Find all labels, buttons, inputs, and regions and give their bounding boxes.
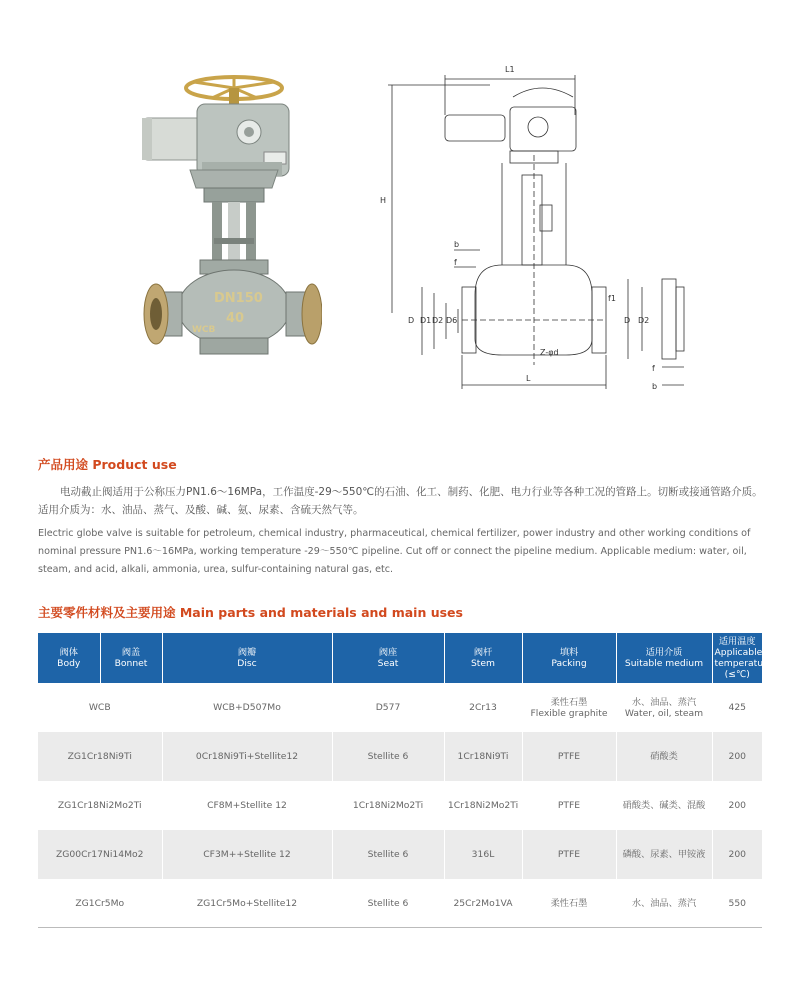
- cell-temp: 550: [728, 898, 747, 909]
- technical-drawing: [370, 55, 700, 405]
- cell-stem: 1Cr18Ni2Mo2Ti: [444, 781, 522, 830]
- product-use-cn: [38, 483, 768, 519]
- product-use-cn-line2: 适用介质为：水、油品、蒸气、及酸、碱、氨、尿素、含硫天然气等。: [38, 504, 364, 516]
- table-row: [38, 879, 762, 928]
- dim-label-f1: f1: [608, 294, 616, 303]
- dim-label-D1: D1: [420, 316, 432, 325]
- dim-label-D6: D6: [446, 316, 458, 325]
- header-disc: 阀瓣 Disc: [162, 633, 332, 683]
- header-bonnet: 阀盖 Bonnet: [100, 633, 162, 683]
- body-material-marking: WCB: [192, 325, 216, 335]
- dim-label-H: H: [380, 196, 387, 205]
- cell-body: ZG1Cr18Ni9Ti: [38, 732, 162, 781]
- header-temperature: 适用温度 Applicable temperature (≤℃): [712, 633, 762, 683]
- cell-packing: 柔性石墨 Flexible graphite: [522, 683, 616, 732]
- body-size-marking: DN150: [214, 291, 263, 306]
- cell-seat: Stellite 6: [332, 879, 444, 928]
- valve-body-icon: [144, 270, 322, 354]
- table-row: [38, 830, 762, 879]
- body-pressure-marking: 40: [226, 311, 245, 326]
- dim-label-L1: L1: [505, 65, 515, 74]
- dim-label-b: b: [454, 240, 460, 249]
- cell-seat: Stellite 6: [332, 732, 444, 781]
- product-use-cn-line1: 电动截止阀适用于公称压力PN1.6～16MPa，工作温度-29～550℃的石油、化工、制药、化肥、电力行业等各种工况的管路上。切断或接通管路介质。: [60, 486, 763, 498]
- cell-stem: 25Cr2Mo1VA: [444, 879, 522, 928]
- parts-table: [38, 633, 773, 928]
- cell-stem: 2Cr13: [444, 683, 522, 732]
- dim-label-D: D: [408, 316, 415, 325]
- yoke-icon: [200, 188, 268, 274]
- cell-disc: CF3M++Stellite 12: [162, 830, 332, 879]
- cell-stem: 1Cr18Ni9Ti: [444, 732, 522, 781]
- product-use-en: Electric globe valve is suitable for petroleum, chemical industry, pharmaceutical, chemical fertilizer, power industry and other working conditions of nominal pressure PN1.6～16MPa, working temperature -29～550℃ pipeline. Cut off or connect the pipeline medium. Applicable medium: water, oil, steam, and acid, alkali, ammonia, urea, sulfur-containing natural gas, etc.: [38, 528, 751, 575]
- cell-seat: 1Cr18Ni2Mo2Ti: [332, 781, 444, 830]
- header-packing: 填料 Packing: [522, 633, 616, 683]
- dim-label-Z: Z-φd: [540, 348, 559, 357]
- cell-body: ZG00Cr17Ni14Mo2: [38, 830, 162, 879]
- cell-body: ZG1Cr18Ni2Mo2Ti: [38, 781, 162, 830]
- product-use-title: 产品用途 Product use: [38, 457, 177, 472]
- header-body: 阀体 Body: [38, 633, 100, 683]
- dim-label-D-side: D: [624, 316, 631, 325]
- cell-packing: 柔性石墨: [522, 879, 616, 928]
- cell-packing: PTFE: [522, 732, 616, 781]
- valve-photo: [142, 70, 322, 400]
- cell-temp: 200: [712, 830, 762, 879]
- table-row: [38, 683, 762, 732]
- dim-label-b-side: b: [652, 382, 658, 391]
- dim-label-f-side: f: [652, 364, 655, 373]
- cell-disc: ZG1Cr5Mo+Stellite12: [162, 879, 332, 928]
- cell-packing: PTFE: [522, 781, 616, 830]
- cell-body: ZG1Cr5Mo: [38, 879, 162, 928]
- cell-stem: 316L: [444, 830, 522, 879]
- cell-body: WCB: [38, 683, 162, 732]
- table-row: [38, 732, 762, 781]
- table-header-row: [38, 633, 762, 683]
- cell-seat: Stellite 6: [332, 830, 444, 879]
- cell-temp: 200: [728, 800, 747, 811]
- cell-disc: WCB+D507Mo: [162, 683, 332, 732]
- dim-label-D2-side: D2: [638, 316, 650, 325]
- cell-medium: 硝酸类、碱类、混酸: [616, 781, 712, 830]
- handwheel-icon: [186, 77, 282, 104]
- cell-disc: 0Cr18Ni9Ti+Stellite12: [162, 732, 332, 781]
- table-row: [38, 781, 762, 830]
- header-medium: 适用介质 Suitable medium: [616, 633, 712, 683]
- actuator-icon: [142, 104, 289, 188]
- header-stem: 阀杆 Stem: [444, 633, 522, 683]
- cell-temp: 200: [712, 732, 762, 781]
- cell-packing: PTFE: [522, 830, 616, 879]
- dim-label-L: L: [526, 374, 531, 383]
- dim-label-D2: D2: [432, 316, 444, 325]
- parts-title: 主要零件材料及主要用途 Main parts and materials and main uses: [38, 605, 463, 620]
- cell-disc: CF8M+Stellite 12: [162, 781, 332, 830]
- cell-medium: 水、油品、蒸汽 Water, oil, steam: [616, 683, 712, 732]
- cell-medium: 硝酸类: [616, 732, 712, 781]
- cell-temp: 425: [728, 702, 747, 713]
- cell-medium: 水、油品、蒸汽: [616, 879, 712, 928]
- header-seat: 阀座 Seat: [332, 633, 444, 683]
- cell-medium: 磷酸、尿素、甲铵液: [616, 830, 712, 879]
- dim-label-f: f: [454, 258, 457, 267]
- bottom-divider: [38, 927, 762, 928]
- cell-seat: D577: [332, 683, 444, 732]
